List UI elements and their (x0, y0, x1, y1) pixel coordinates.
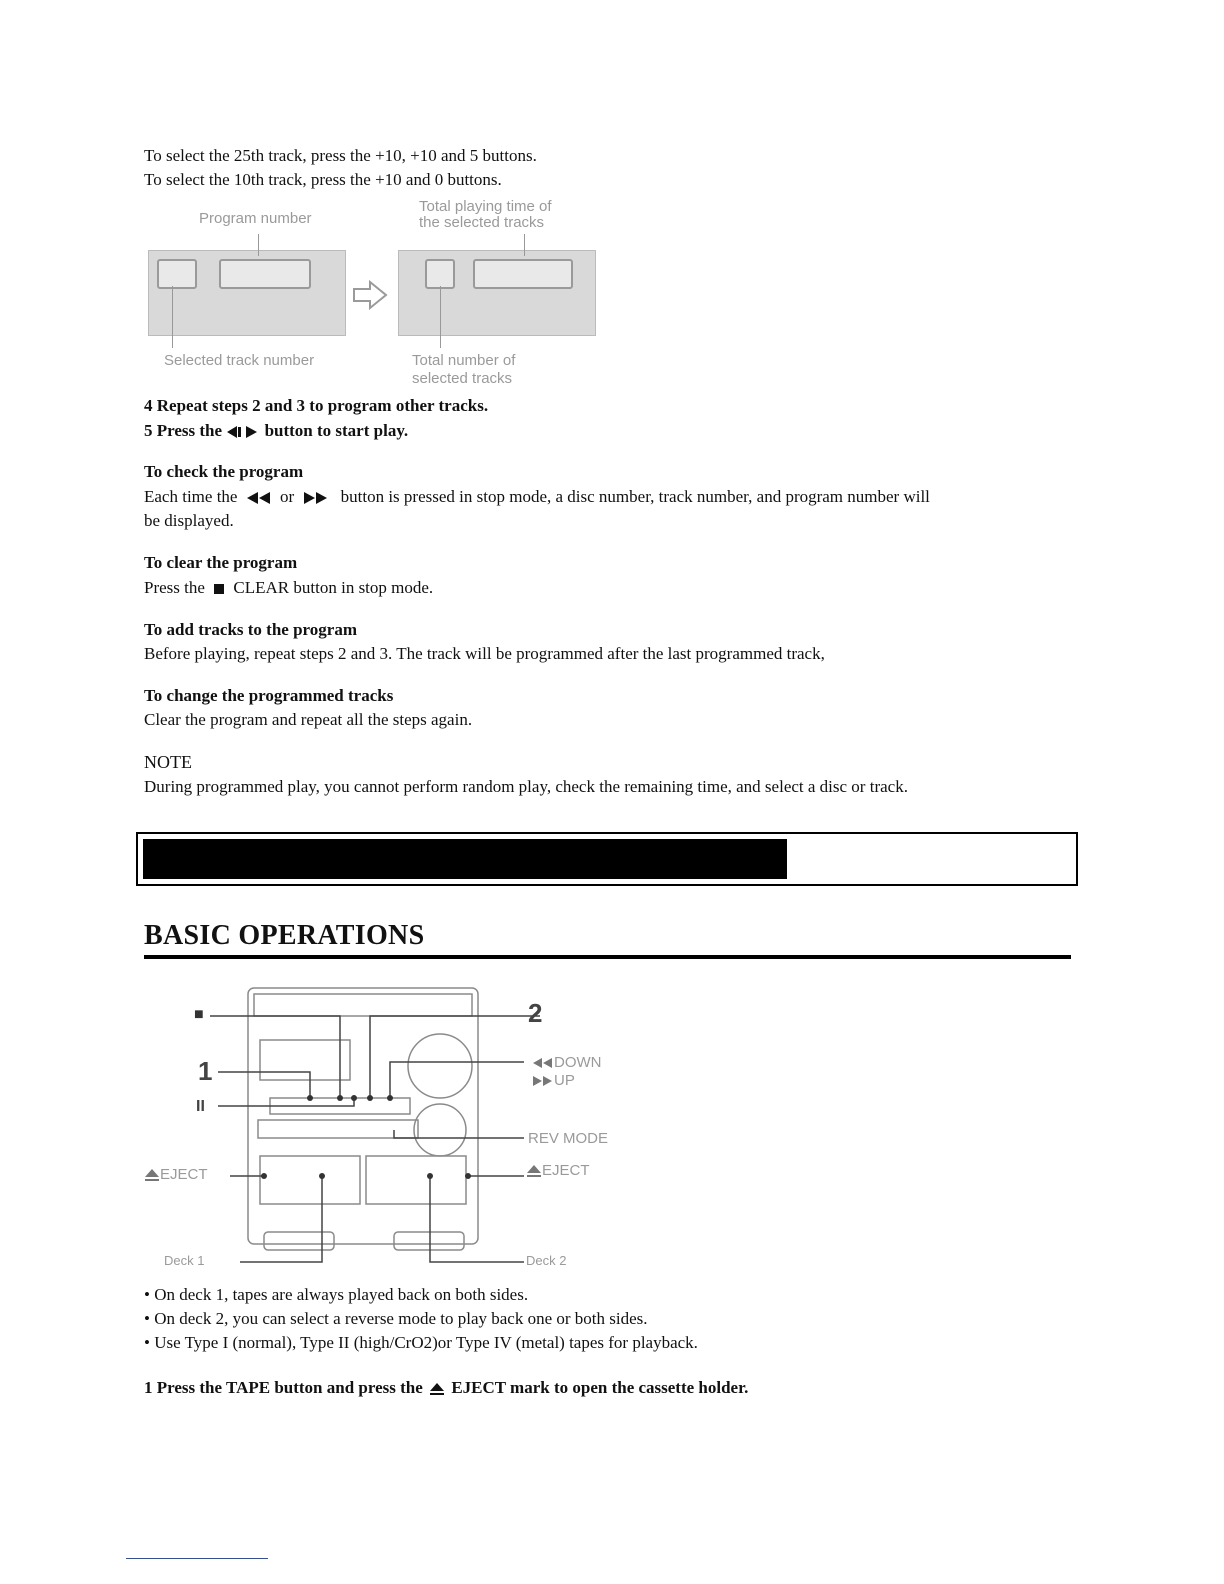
total-time-segment (473, 259, 573, 289)
deck1-callout: Deck 1 (164, 1253, 205, 1268)
display-figure (144, 196, 604, 392)
clear-body-pre: Press the (144, 578, 205, 597)
note-heading: NOTE (144, 752, 192, 772)
total-time-label-2: the selected tracks (419, 214, 545, 231)
selected-track-label: Selected track number (164, 352, 315, 369)
up-label: UP (554, 1072, 575, 1089)
final-step (144, 1376, 748, 1400)
deck2-callout: Deck 2 (526, 1253, 567, 1268)
change-tracks-body: Clear the program and repeat all the steps again. (144, 710, 473, 729)
down-label: DOWN (554, 1054, 602, 1071)
program-number-segment (219, 259, 311, 289)
intro-line-2: To select the 10th track, press the +10 and 0 buttons. (144, 170, 502, 189)
change-tracks-heading: To change the programmed tracks (144, 686, 394, 705)
check-program-body-line2: be displayed. (144, 511, 234, 530)
bullet-2: • On deck 2, you can select a reverse mode to play back one or both sides. (144, 1309, 648, 1328)
selected-track-segment (157, 259, 197, 289)
section-banner (136, 832, 1078, 886)
arrow-right-icon (352, 280, 388, 310)
rewind-icon (242, 491, 276, 505)
note-body: During programmed play, you cannot perform random play, check the remaining time, and select a disc or track. (144, 777, 908, 796)
final-step-post: EJECT mark to open the cassette holder. (451, 1378, 749, 1397)
step-5 (144, 419, 408, 443)
check-program-body (144, 485, 930, 509)
bullet-1: • On deck 1, tapes are always played back on both sides. (144, 1285, 529, 1304)
final-step-pre: 1 Press the TAPE button and press the (144, 1378, 423, 1397)
check-body-mid: or (279, 487, 295, 506)
footer-line (126, 1558, 268, 1559)
up-callout (532, 1072, 575, 1090)
check-body-post: button is pressed in stop mode, a disc number, track number, and program number will (340, 487, 930, 506)
eject-icon (144, 1168, 160, 1182)
total-number-label-2: selected tracks (412, 370, 513, 387)
step-5-text-post: button to start play. (264, 421, 409, 440)
pause-callout: II (196, 1098, 205, 1115)
stop-icon (209, 582, 229, 596)
fast-forward-icon (532, 1075, 554, 1087)
check-program-heading: To check the program (144, 462, 304, 481)
callout-1: 1 (198, 1056, 213, 1086)
check-body-pre: Each time the (144, 487, 238, 506)
eject-right-callout (526, 1162, 590, 1180)
down-callout (532, 1054, 602, 1072)
title-rule (144, 955, 1071, 959)
eject-left-label: EJECT (160, 1166, 208, 1183)
total-number-label-1: Total number of (412, 352, 516, 369)
clear-body-post: CLEAR button in stop mode. (233, 578, 434, 597)
eject-icon (526, 1164, 542, 1178)
eject-icon (427, 1381, 447, 1397)
eject-left-callout (144, 1166, 208, 1184)
fast-forward-icon (298, 491, 336, 505)
cassette-deck-figure (140, 980, 630, 1270)
left-display-panel (148, 250, 346, 336)
section-title: BASIC OPERATIONS (144, 920, 425, 951)
total-number-segment (425, 259, 455, 289)
rewind-icon (532, 1057, 554, 1069)
eject-right-label: EJECT (542, 1162, 590, 1179)
intro-line-1: To select the 25th track, press the +10, +10 and 5 buttons. (144, 146, 537, 165)
step-5-text-pre: 5 Press the (144, 421, 223, 440)
callout-2: 2 (528, 998, 543, 1028)
stereo-unit-illustration (140, 980, 630, 1270)
program-number-label: Program number (199, 210, 312, 227)
add-tracks-heading: To add tracks to the program (144, 620, 357, 639)
step-4: 4 Repeat steps 2 and 3 to program other tracks. (144, 396, 489, 415)
bullet-3: • Use Type I (normal), Type II (high/CrO2)or Type IV (metal) tapes for playback. (144, 1333, 698, 1352)
clear-program-body (144, 576, 433, 600)
play-pause-icon (226, 425, 260, 439)
clear-program-heading: To clear the program (144, 553, 298, 572)
rev-mode-callout: REV MODE (528, 1130, 609, 1147)
total-time-label-1: Total playing time of (419, 198, 552, 215)
right-display-panel (398, 250, 596, 336)
add-tracks-body: Before playing, repeat steps 2 and 3. The track will be programmed after the last programmed track, (144, 644, 825, 663)
stop-callout: ■ (194, 1006, 204, 1023)
banner-fill (143, 839, 787, 879)
